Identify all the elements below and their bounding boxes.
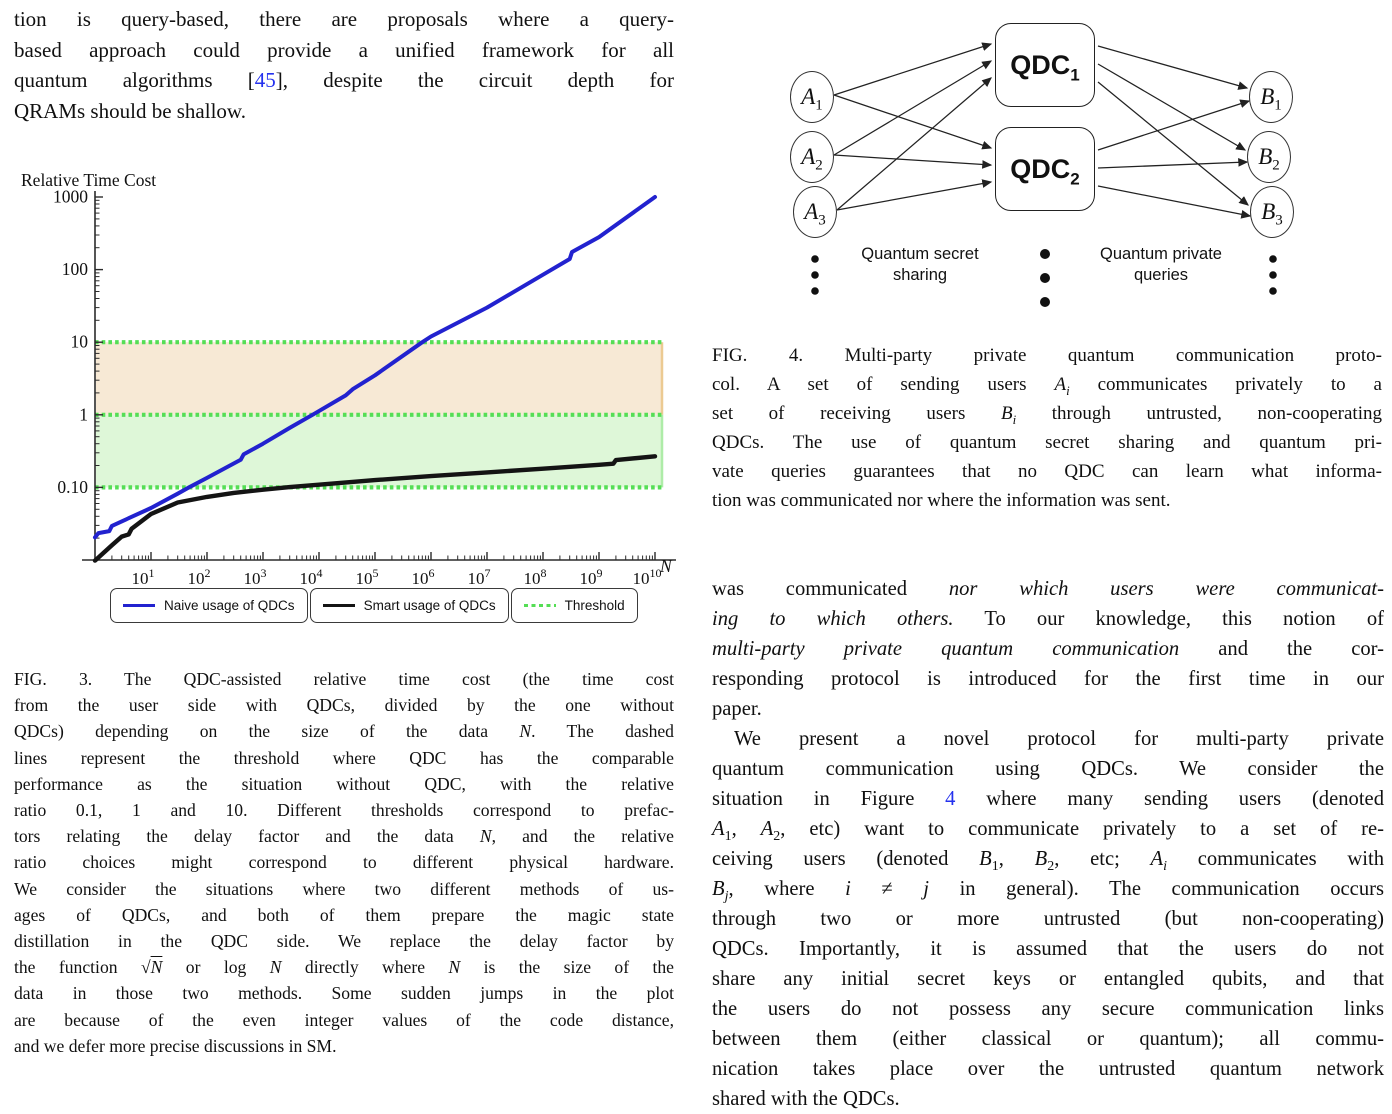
- chart-svg: [14, 160, 690, 592]
- text-line: responding protocol is introduced for the first time in our: [712, 668, 1384, 690]
- y-tick-label: 100: [61, 259, 88, 280]
- text-line: nication takes place over the untrusted quantum network: [712, 1058, 1384, 1080]
- text-line: through two or more untrusted (but non-cooperating): [712, 908, 1384, 930]
- text-line: distillation in the QDC side. We replace the delay factor by: [14, 931, 674, 952]
- receiver-node-b1: $B_1$: [1249, 71, 1293, 123]
- x-tick-label: $10^7$: [467, 566, 491, 588]
- text-line: was communicated nor which users were communicat-: [712, 578, 1385, 600]
- receiver-node-b2: $B_2$: [1247, 131, 1291, 183]
- ellipsis-dot: [1269, 255, 1277, 263]
- flow-arrow: [1098, 64, 1245, 150]
- text-line: data in those two methods. Some sudden jumps in the plot: [14, 983, 674, 1004]
- x-tick-label: $10^5$: [355, 566, 379, 588]
- relative-time-cost-plot: [14, 160, 690, 592]
- y-tick-label: 1: [79, 404, 88, 425]
- sender-node-a2: $A_2$: [790, 131, 834, 183]
- solid-line-swatch: [123, 604, 155, 607]
- figure-link-4[interactable]: 4: [945, 788, 956, 810]
- legend-label: Smart usage of QDCs: [363, 598, 496, 613]
- text-line: QRAMs should be shallow.: [14, 98, 246, 123]
- text-line: FIG. 3. The QDC-assisted relative time cost (the time cost: [14, 669, 674, 689]
- label-quantum-private-queries: Quantum private queries: [1100, 245, 1222, 284]
- legend-item: [511, 588, 638, 623]
- text-line: We present a novel protocol for multi-party private: [734, 728, 1384, 750]
- ellipsis-dot: [1040, 297, 1050, 307]
- text-line: performance as the situation without QDC, with the relative: [14, 773, 674, 794]
- text-line: from the user side with QDCs, divided by the one without: [14, 695, 674, 716]
- flow-arrow: [1098, 162, 1247, 168]
- threshold-band: [96, 415, 662, 488]
- x-tick-label: $10^1$: [131, 566, 155, 588]
- threshold-band: [96, 342, 662, 415]
- dotted-line-swatch: [524, 604, 556, 607]
- text-line: vate queries guarantees that no QDC can learn what informa-: [712, 461, 1382, 482]
- solid-line-swatch: [323, 604, 355, 607]
- text-line: ratio choices might correspond to different physical hardware.: [14, 852, 674, 873]
- text-line: situation in Figure 4 where many sending users (denoted: [712, 788, 1384, 810]
- text-line: QDCs. Importantly, it is assumed that the users do not: [712, 938, 1384, 960]
- flow-arrow: [834, 61, 991, 155]
- text-line: QDCs) depending on the size of the data N. The dashed: [14, 721, 674, 742]
- y-axis-title: Relative Time Cost: [21, 170, 157, 190]
- x-tick-label: $10^4$: [299, 566, 323, 588]
- text-line: between them (either classical or quantum); all commu-: [712, 1028, 1384, 1050]
- flow-arrow: [834, 44, 991, 95]
- text-line: ages of QDCs, and both of them prepare the magic state: [14, 904, 674, 925]
- text-line: multi-party private quantum communication and the cor-: [712, 638, 1384, 660]
- ellipsis-dot: [811, 271, 819, 279]
- figure3-caption: [14, 666, 674, 1059]
- text-line: are because of the even integer values of the code distance,: [14, 1009, 674, 1030]
- flow-arrow: [1098, 46, 1247, 88]
- flow-arrow: [837, 78, 991, 210]
- receiver-node-b3: $B_3$: [1250, 186, 1294, 238]
- ellipsis-dot: [811, 255, 819, 263]
- x-tick-label: $10^3$: [243, 566, 267, 588]
- text-line: $B_j$, where i ≠ j in general). The communication occurs: [712, 878, 1384, 905]
- text-line: shared with the QDCs.: [712, 1088, 900, 1110]
- text-line: based approach could provide a unified framework for all: [14, 37, 674, 62]
- text-line: col. A set of sending users $A_i$ communicates privately to a: [712, 374, 1382, 398]
- figure4-caption: [712, 341, 1382, 515]
- qdc-node-2: $QDC_2$: [995, 127, 1095, 211]
- text-line: FIG. 4. Multi-party private quantum communication proto-: [712, 345, 1382, 366]
- text-line: and we defer more precise discussions in SM.: [14, 1035, 337, 1056]
- y-tick-label: 1000: [53, 186, 88, 207]
- text-line: lines represent the threshold where QDC has the comparable: [14, 747, 674, 768]
- text-line: the users do not possess any secure communication links: [712, 998, 1384, 1020]
- ellipsis-dot: [1269, 287, 1277, 295]
- sender-node-a1: $A_1$: [790, 71, 834, 123]
- text-line: the function √N or log N directly where N is the size of the: [14, 957, 674, 978]
- text-line: share any initial secret keys or entangled qubits, and that: [712, 968, 1384, 990]
- x-tick-label: $10^2$: [187, 566, 211, 588]
- x-tick-label: $10^6$: [411, 566, 435, 588]
- x-tick-label: $10^{10}$: [632, 566, 662, 588]
- text-line: tion was communicated nor where the information was sent.: [712, 490, 1171, 511]
- x-tick-label: $10^8$: [523, 566, 547, 588]
- text-line: ratio 0.1, 1 and 10. Different thresholds correspond to prefac-: [14, 800, 674, 821]
- text-line: quantum algorithms [45], despite the circuit depth for: [14, 68, 674, 93]
- flow-arrow: [834, 155, 991, 165]
- text-line: tors relating the delay factor and the data N, and the relative: [14, 826, 674, 847]
- ellipsis-dot: [1040, 273, 1050, 283]
- text-line: tion is query-based, there are proposals where a query-: [14, 7, 674, 31]
- text-line: ing to which others. To our knowledge, this notion of: [712, 608, 1384, 630]
- figure3-chart: [14, 160, 690, 666]
- text-line: paper.: [712, 698, 762, 720]
- text-line: set of receiving users $B_i$ through untrusted, non-cooperating: [712, 403, 1382, 427]
- x-axis-symbol: N: [660, 556, 672, 576]
- text-line: We consider the situations where two different methods of us-: [14, 878, 674, 899]
- y-tick-label: 0.10: [57, 476, 88, 497]
- legend-item: [110, 588, 308, 623]
- label-quantum-secret-sharing: Quantum secret sharing: [861, 245, 979, 284]
- ellipsis-dot: [1040, 249, 1050, 259]
- chart-legend: [110, 588, 640, 623]
- qdc-node-1: $QDC_1$: [995, 23, 1095, 107]
- legend-item: [310, 588, 509, 623]
- flow-arrow: [1098, 186, 1250, 216]
- text-line: ceiving users (denoted $B_1$, $B_2$, etc; $A_i$ communicates with: [712, 848, 1385, 875]
- text-line: QDCs. The use of quantum secret sharing and quantum pri-: [712, 432, 1382, 453]
- x-tick-label: $10^9$: [579, 566, 603, 588]
- sender-node-a3: $A_3$: [793, 186, 837, 238]
- body-text: [712, 574, 1384, 1114]
- legend-label: Threshold: [564, 598, 625, 613]
- legend-label: Naive usage of QDCs: [164, 598, 295, 613]
- flow-arrow: [1098, 82, 1248, 205]
- ellipsis-dot: [1269, 271, 1277, 279]
- text-line: quantum communication using QDCs. We consider the: [712, 758, 1384, 780]
- text-line: $A_1$, $A_2$, etc) want to communicate privately to a set of re-: [712, 818, 1385, 845]
- intro-paragraph: [14, 4, 674, 126]
- flow-arrow: [834, 95, 991, 148]
- ref-link-45[interactable]: 45: [254, 68, 276, 93]
- figure4-diagram: [712, 4, 1384, 340]
- ellipsis-dot: [811, 287, 819, 295]
- y-tick-label: 10: [70, 331, 88, 352]
- flow-arrow: [837, 182, 991, 210]
